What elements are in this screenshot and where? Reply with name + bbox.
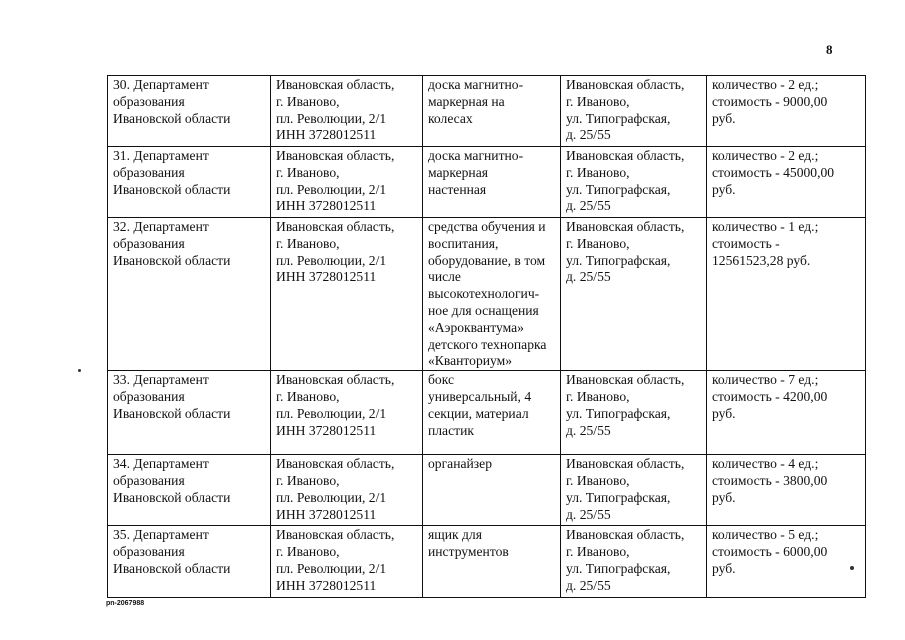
details-cell: количество - 2 ед.; стоимость - 9000,00 руб. [707,76,866,147]
document-footer-code: pn-2067988 [106,600,145,607]
details-cell: количество - 5 ед.; стоимость - 6000,00 руб. [707,526,866,598]
location-cell: Ивановская область, г. Иваново, ул. Типографская, д. 25/55 [561,371,707,455]
address-cell: Ивановская область, г. Иваново, пл. Революции, 2/1 ИНН 3728012511 [271,218,423,371]
details-cell: количество - 2 ед.; стоимость - 45000,00 руб. [707,147,866,218]
details-cell: количество - 4 ед.; стоимость - 3800,00 руб. [707,455,866,526]
location-cell: Ивановская область, г. Иваново, ул. Типографская, д. 25/55 [561,76,707,147]
scan-speck [78,369,81,372]
details-cell: количество - 7 ед.; стоимость - 4200,00 руб. [707,371,866,455]
location-cell: Ивановская область, г. Иваново, ул. Типографская, д. 25/55 [561,455,707,526]
recipient-cell: 32. Департамент образования Ивановской области [108,218,271,371]
item-cell: ящик для инструментов [423,526,561,598]
page-number: 8 [826,42,833,57]
address-cell: Ивановская область, г. Иваново, пл. Революции, 2/1 ИНН 3728012511 [271,526,423,598]
address-cell: Ивановская область, г. Иваново, пл. Революции, 2/1 ИНН 3728012511 [271,371,423,455]
item-cell: средства обучения и воспитания, оборудование, в том числе высокотехнологич- ное для оснащения «Аэроквантума» детского технопарка «Кванториум» [423,218,561,371]
address-cell: Ивановская область, г. Иваново, пл. Революции, 2/1 ИНН 3728012511 [271,455,423,526]
recipient-cell: 34. Департамент образования Ивановской области [108,455,271,526]
table-row [108,76,866,147]
table-row [108,371,866,455]
property-transfer-table [107,75,866,598]
recipient-cell: 30. Департамент образования Ивановской области [108,76,271,147]
recipient-cell: 31. Департамент образования Ивановской области [108,147,271,218]
location-cell: Ивановская область, г. Иваново, ул. Типографская, д. 25/55 [561,147,707,218]
table-row [108,455,866,526]
item-cell: доска магнитно- маркерная на колесах [423,76,561,147]
table-row [108,218,866,371]
location-cell: Ивановская область, г. Иваново, ул. Типографская, д. 25/55 [561,218,707,371]
recipient-cell: 35. Департамент образования Ивановской области [108,526,271,598]
item-cell: органайзер [423,455,561,526]
item-cell: бокс универсальный, 4 секции, материал пластик [423,371,561,455]
details-cell: количество - 1 ед.; стоимость - 12561523,28 руб. [707,218,866,371]
location-cell: Ивановская область, г. Иваново, ул. Типографская, д. 25/55 [561,526,707,598]
address-cell: Ивановская область, г. Иваново, пл. Революции, 2/1 ИНН 3728012511 [271,76,423,147]
recipient-cell: 33. Департамент образования Ивановской области [108,371,271,455]
table-row [108,526,866,598]
address-cell: Ивановская область, г. Иваново, пл. Революции, 2/1 ИНН 3728012511 [271,147,423,218]
scan-speck [850,566,854,570]
table-row [108,147,866,218]
item-cell: доска магнитно- маркерная настенная [423,147,561,218]
